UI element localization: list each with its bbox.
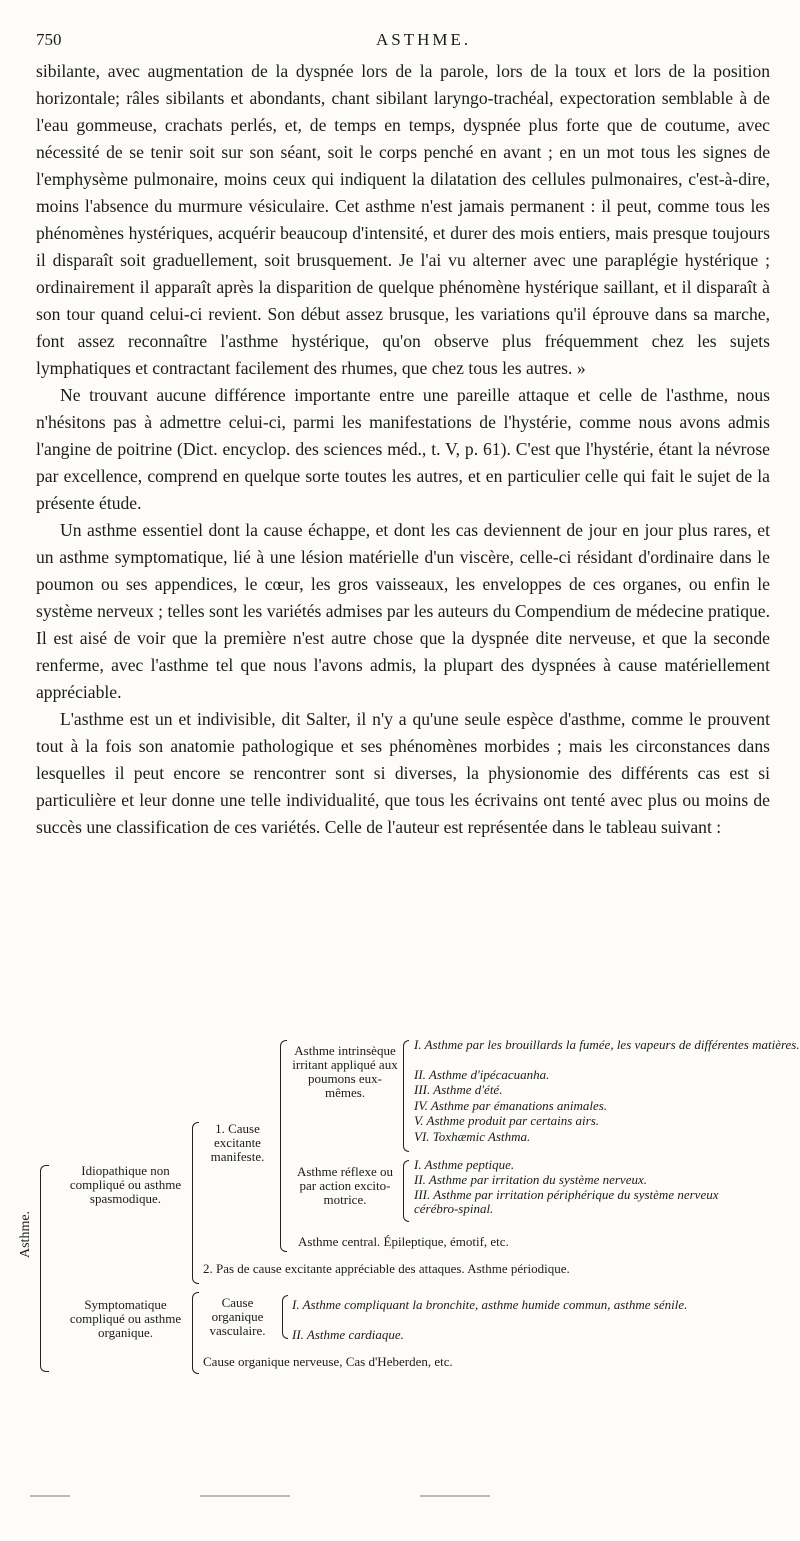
intrinseque-label: Asthme intrinsèque irritant appliqué aux poumons eux-mêmes. (292, 1043, 398, 1100)
classification-table (0, 1030, 800, 1390)
root-brace (40, 1165, 49, 1372)
vasc-brace (282, 1295, 288, 1339)
page-artifact (420, 1495, 490, 1497)
symptomatique-label: Symptomatique compliqué ou asthme organique. (69, 1297, 182, 1340)
idiopathique-label: Idiopathique non compliqué ou asthme spasmodique. (69, 1163, 182, 1206)
reflexe-item: I. Asthme peptique. (414, 1157, 515, 1172)
organique-item: II. Asthme cardiaque. (292, 1327, 404, 1342)
symptomatique-brace (192, 1292, 199, 1374)
table-root-label: Asthme. (18, 1210, 33, 1258)
page-header (36, 30, 772, 54)
page-artifact (200, 1495, 290, 1497)
manifeste-brace (280, 1040, 287, 1252)
organique-item: I. Asthme compliquant la bronchite, asthme humide commun, asthme sénile. (292, 1297, 688, 1312)
reflexe-brace (403, 1160, 409, 1222)
reflexe-item: III. Asthme par irritation périphérique du système nerveux cérébro-spinal. (414, 1187, 719, 1216)
pas-de-cause-label: 2. Pas de cause excitante appréciable des attaques. Asthme périodique. (203, 1261, 570, 1276)
intrinseque-item: III. Asthme d'été. (414, 1082, 503, 1097)
body-text (36, 58, 770, 841)
reflexe-label: Asthme réflexe ou par action excito-motrice. (296, 1164, 394, 1207)
intrinseque-item: I. Asthme par les brouillards la fumée, les vapeurs de différentes matières. (414, 1037, 800, 1052)
page-artifact (30, 1495, 70, 1497)
intrinseque-item: VI. Toxhæmic Asthma. (414, 1129, 531, 1144)
paragraph: sibilante, avec augmentation de la dyspnée lors de la parole, lors de la toux et lors de la position horizontale; râles sibilants et abondants, chant sibilant laryngo-trachéal, expectoration semblable à de l'eau gommeuse, crachats perlés, et, de temps en temps, dyspnée plus forte que de coutume, avec nécessité de se tenir soit sur son séant, soit le corps penché en avant ; en un mot tous les signes de l'emphysème pulmonaire, moins ceux qui indiquent la dilatation des cellules pulmonaires, c'est-à-dire, moins l'absence du murmure vésiculaire. Cet asthme n'est jamais permanent : il peut, comme tous les phénomènes hystériques, acquérir beaucoup d'intensité, et durer des mois entiers, mais presque toujours il disparaît soit graduellement, soit brusquement. Je l'ai vu alterner avec une paraplégie hystérique ; ordinairement il apparaît après la disparition de quelque phénomène hystérique saillant, et il disparaît à son tour quand celui-ci revient. Son début assez brusque, les variations qu'il éprouve dans sa marche, font assez reconnaître l'asthme hystérique, qu'on observe plus fréquemment chez les sujets lymphatiques et contractant facilement des rhumes, que chez tous les autres. » (36, 61, 770, 378)
intrinseque-item: II. Asthme d'ipécacuanha. (414, 1067, 550, 1082)
intrinseque-brace (403, 1040, 409, 1152)
cause-manifeste-label: 1. Cause excitante manifeste. (210, 1121, 265, 1164)
central-label: Asthme central. Épileptique, émotif, etc. (298, 1234, 509, 1249)
paragraph: Un asthme essentiel dont la cause échappe, et dont les cas deviennent de jour en jour plus rares, et un asthme symptomatique, lié à une lésion matérielle d'un viscère, celle-ci résidant d'ordinaire dans le poumon ou ses appendices, le cœur, les gros vaisseaux, les enveloppes de ces organes, ou enfin le système nerveux ; telles sont les variétés admises par les auteurs du Compendium de médecine pratique. Il est aisé de voir que la première n'est autre chose que la dyspnée dite nerveuse, et que la seconde renferme, avec l'asthme tel que nous l'avons admis, la plupart des dyspnées à cause matériellement appréciable. (36, 520, 770, 702)
intrinseque-item: V. Asthme produit par certains airs. (414, 1113, 600, 1128)
reflexe-item: II. Asthme par irritation du système nerveux. (414, 1172, 647, 1187)
intrinseque-item: IV. Asthme par émanations animales. (414, 1098, 608, 1113)
running-title: ASTHME. (376, 30, 472, 49)
idiopathique-brace (192, 1122, 199, 1284)
paragraph: Ne trouvant aucune différence importante entre une pareille attaque et celle de l'asthme, nous n'hésitons pas à admettre celui-ci, parmi les manifestations de l'hystérie, comme nous avons admis l'angine de poitrine (Dict. encyclop. des sciences méd., t. V, p. 61). C'est que l'hystérie, étant la névrose par excellence, comprend en quelque sorte toutes les autres, et en particulier celle qui fait le sujet de la présente étude. (36, 385, 770, 513)
organique-vasc-label: Cause organique vasculaire. (209, 1295, 266, 1338)
nerveuse-label: Cause organique nerveuse, Cas d'Heberden, etc. (203, 1354, 453, 1369)
paragraph: L'asthme est un et indivisible, dit Salter, il n'y a qu'une seule espèce d'asthme, comme le prouvent tout à la fois son anatomie pathologique et ses phénomènes morbides ; mais les circonstances dans lesquelles il peut encore se rencontrer sont si diverses, la physionomie des différents cas est si particulière et leur donne une telle individualité, que tous les écrivains ont tenté avec plus ou moins de succès une classification de ces variétés. Celle de l'auteur est représentée dans le tableau suivant : (36, 709, 770, 837)
page-number: 750 (36, 30, 62, 49)
